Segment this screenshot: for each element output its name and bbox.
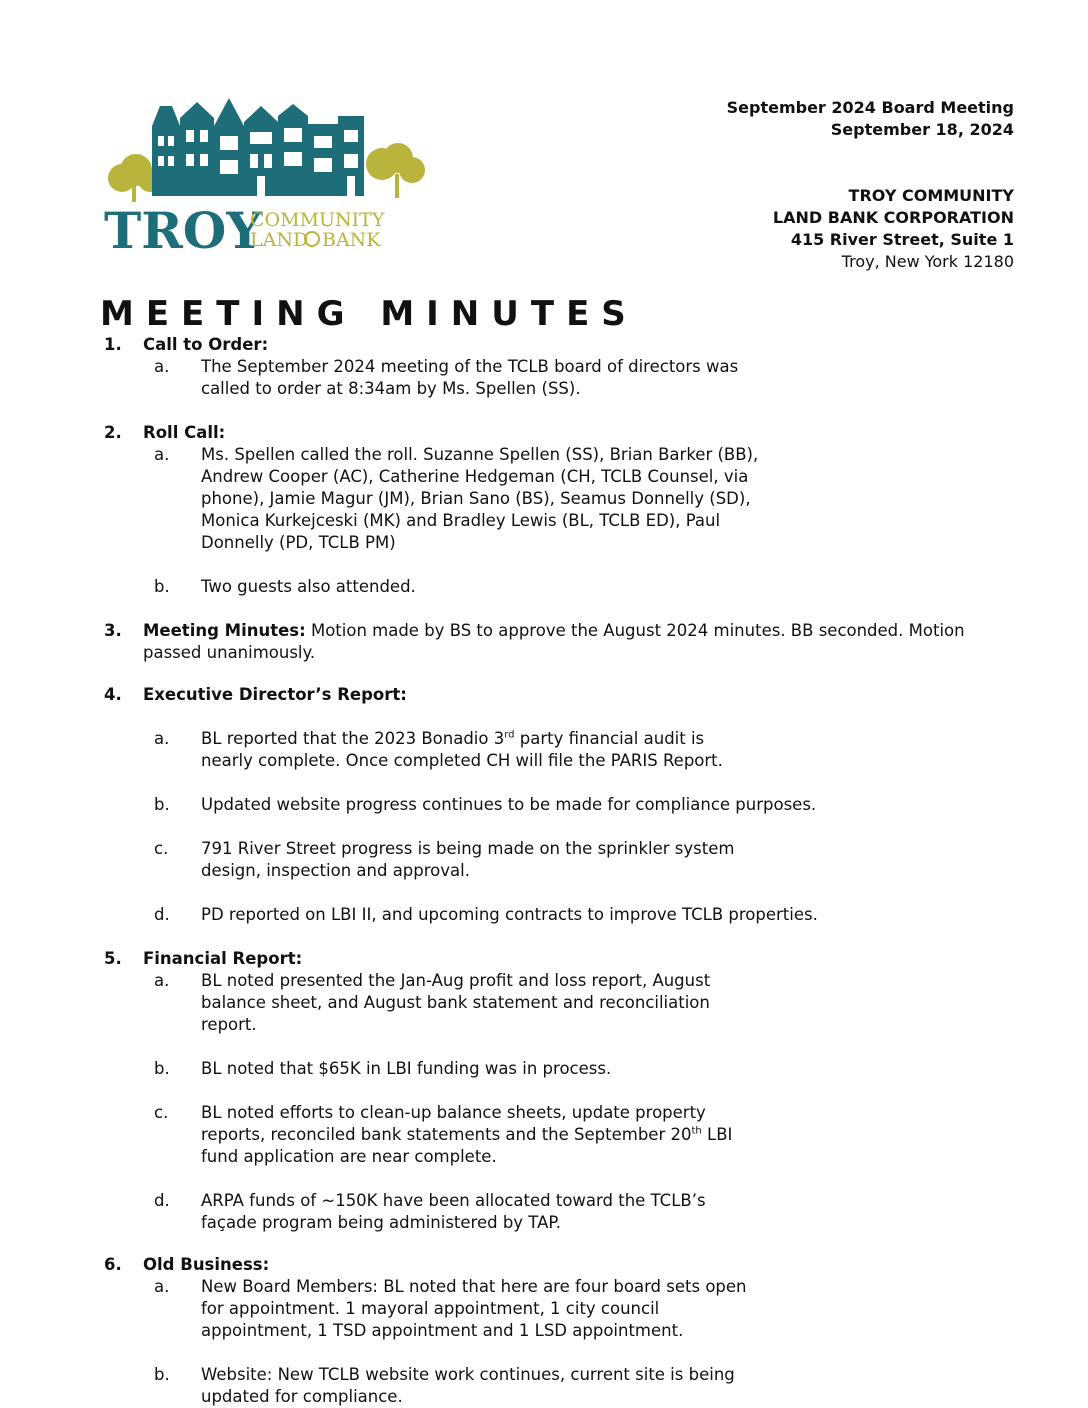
item-letter: a. xyxy=(154,445,170,464)
section-number: 2. xyxy=(104,423,122,442)
list-item xyxy=(100,356,761,400)
item-text: Two guests also attended. xyxy=(201,577,416,596)
section-heading: Old Business: xyxy=(143,1255,270,1274)
item-text: PD reported on LBI II, and upcoming contracts to improve TCLB properties. xyxy=(201,905,818,924)
logo-word-bank: BANK xyxy=(322,229,381,251)
ordinal-superscript: rd xyxy=(504,729,515,741)
item-letter: b. xyxy=(154,1059,170,1078)
document-header xyxy=(727,97,1014,273)
item-letter: d. xyxy=(154,905,170,924)
list-item xyxy=(100,1276,761,1342)
document-title: MEETING MINUTES xyxy=(100,294,638,334)
list-item xyxy=(100,444,761,554)
list-item xyxy=(100,970,761,1036)
org-name-line2: LAND BANK CORPORATION xyxy=(772,208,1014,227)
item-text-end: party financial audit is nearly complete. Once completed CH will file the PARIS Report. xyxy=(201,729,723,770)
section-heading: Call to Order: xyxy=(143,335,269,354)
item-letter: a. xyxy=(154,357,170,376)
logo-graphic xyxy=(100,96,430,256)
item-letter: b. xyxy=(154,795,170,814)
meeting-date: September 18, 2024 xyxy=(830,120,1014,139)
item-text: BL noted presented the Jan-Aug profit and loss report, August balance sheet, and August bank statement and reconciliation report. xyxy=(201,971,711,1034)
section-heading: Roll Call: xyxy=(143,423,226,442)
list-item xyxy=(100,1190,761,1234)
section-number: 5. xyxy=(104,949,122,968)
item-letter: d. xyxy=(154,1191,170,1210)
section-financial-report xyxy=(100,948,1000,970)
section-heading: Meeting Minutes: xyxy=(143,621,306,640)
section-call-to-order xyxy=(100,334,1000,356)
section-executive-directors-report xyxy=(100,684,1000,706)
list-item xyxy=(100,1102,761,1168)
section-text: Motion made by BS to approve the August 2024 minutes. BB seconded. Motion passed unanimously. xyxy=(143,621,965,662)
item-letter: b. xyxy=(154,577,170,596)
list-item xyxy=(100,1058,761,1080)
section-number: 6. xyxy=(104,1255,122,1274)
list-item xyxy=(100,728,761,772)
item-text: Updated website progress continues to be made for compliance purposes. xyxy=(201,795,817,814)
logo-word-land: LAND xyxy=(250,229,309,251)
list-item xyxy=(100,576,761,598)
logo-word-community: COMMUNITY xyxy=(250,209,385,231)
section-number: 1. xyxy=(104,335,122,354)
org-name-line1: TROY COMMUNITY xyxy=(848,186,1014,205)
section-heading: Financial Report: xyxy=(143,949,303,968)
item-letter: c. xyxy=(154,1103,169,1122)
minutes-body xyxy=(100,334,1000,1408)
tree-right-icon xyxy=(366,143,425,198)
item-text-end: LBI fund application are near complete. xyxy=(201,1125,733,1166)
item-letter: b. xyxy=(154,1365,170,1384)
item-text-start: BL noted efforts to clean-up balance sheets, update property reports, reconciled bank statements and the September 20 xyxy=(201,1103,706,1144)
logo-word-troy: TROY xyxy=(104,201,263,256)
item-text: New Board Members: BL noted that here are four board sets open for appointment. 1 mayoral appointment, 1 city council appointment, 1 TSD appointment and 1 LSD appointment. xyxy=(201,1277,747,1340)
section-number: 4. xyxy=(104,685,122,704)
item-text: The September 2024 meeting of the TCLB board of directors was called to order at 8:34am by Ms. Spellen (SS). xyxy=(201,357,739,398)
list-item xyxy=(100,904,901,926)
item-letter: a. xyxy=(154,1277,170,1296)
item-letter: a. xyxy=(154,729,170,748)
item-text-start: BL reported that the 2023 Bonadio 3 xyxy=(201,729,505,748)
section-roll-call xyxy=(100,422,1000,444)
item-text: Ms. Spellen called the roll. Suzanne Spellen (SS), Brian Barker (BB), Andrew Cooper (AC), Catherine Hedgeman (CH, TCLB Counsel, via phone), Jamie Magur (JM), Brian Sano (BS), Seamus Donnelly (SD), Monica Kurkejceski (MK) and Bradley Lewis (BL, TCLB ED), Paul Donnelly (PD, TCLB PM) xyxy=(201,445,759,552)
ordinal-superscript: th xyxy=(691,1125,702,1137)
item-text: Website: New TCLB website work continues, current site is being updated for compliance. xyxy=(201,1365,735,1406)
list-item xyxy=(100,1364,761,1408)
section-number: 3. xyxy=(104,621,122,640)
section-meeting-minutes xyxy=(100,620,1000,664)
org-address-line2: Troy, New York 12180 xyxy=(841,252,1014,271)
section-old-business xyxy=(100,1254,1000,1276)
troy-community-land-bank-logo xyxy=(100,96,430,256)
list-item xyxy=(100,794,901,816)
meeting-title: September 2024 Board Meeting xyxy=(726,98,1014,117)
section-heading: Executive Director’s Report: xyxy=(143,685,407,704)
list-item xyxy=(100,838,761,882)
org-address-line1: 415 River Street, Suite 1 xyxy=(790,230,1014,249)
item-letter: a. xyxy=(154,971,170,990)
item-text: 791 River Street progress is being made on the sprinkler system design, inspection and approval. xyxy=(201,839,735,880)
item-text: ARPA funds of ~150K have been allocated toward the TCLB’s façade program being administered by TAP. xyxy=(201,1191,706,1232)
item-letter: c. xyxy=(154,839,169,858)
item-text: BL noted that $65K in LBI funding was in process. xyxy=(201,1059,612,1078)
